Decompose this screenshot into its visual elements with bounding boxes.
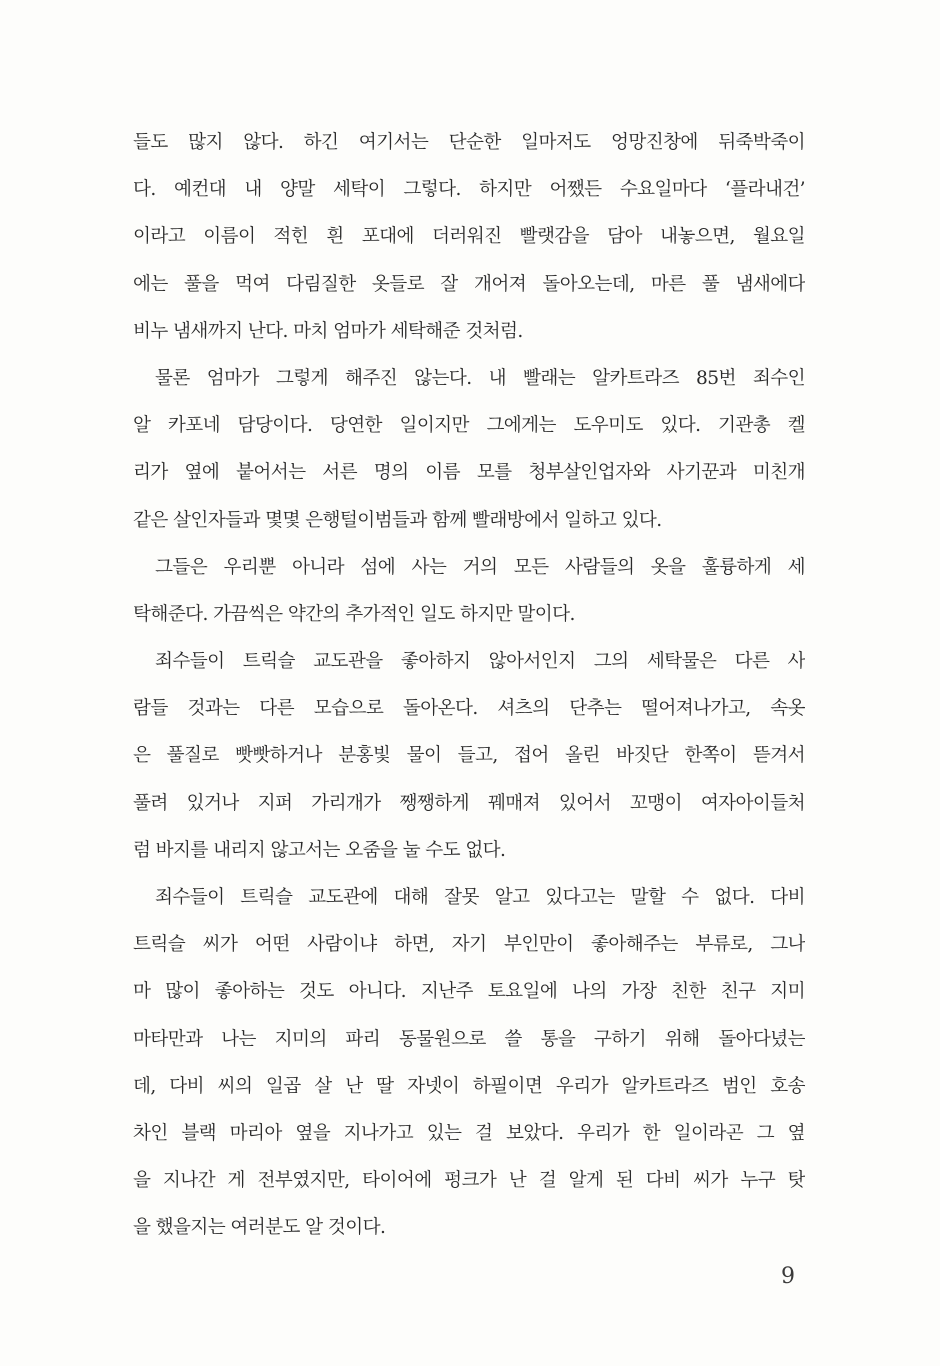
text-line: 풀려 있거나 지퍼 가리개가 쨍쨍하게 꿰매져 있어서 꼬맹이 여자아이들처 (133, 792, 805, 814)
text-line: 비누 냄새까지 난다. 마치 엄마가 세탁해준 것처럼. (133, 320, 523, 342)
text-line: 그들은 우리뿐 아니라 섬에 사는 거의 모든 사람들의 옷을 훌륭하게 세 (155, 556, 805, 578)
text-line: 이라고 이름이 적힌 흰 포대에 더러워진 빨랫감을 담아 내놓으면, 월요일 (133, 226, 805, 248)
page-number: 9 (781, 1264, 795, 1289)
text-line: 에는 풀을 먹여 다림질한 옷들로 잘 개어져 돌아오는데, 마른 풀 냄새에다 (133, 273, 805, 295)
text-line: 죄수들이 트릭슬 교도관을 좋아하지 않아서인지 그의 세탁물은 다른 사 (155, 651, 805, 673)
text-line: 같은 살인자들과 몇몇 은행털이범들과 함께 빨래방에서 일하고 있다. (133, 509, 662, 531)
text-line: 을 지나간 게 전부였지만, 타이어에 펑크가 난 걸 알게 된 다비 씨가 누구 탓 (133, 1170, 805, 1192)
text-line: 알 카포네 담당이다. 당연한 일이지만 그에게는 도우미도 있다. 기관총 켈 (133, 415, 805, 437)
text-line: 물론 엄마가 그렇게 해주진 않는다. 내 빨래는 알카트라즈 85번 죄수인 (155, 367, 805, 389)
text-line: 마 많이 좋아하는 것도 아니다. 지난주 토요일에 나의 가장 친한 친구 지미 (133, 981, 805, 1003)
text-line: 죄수들이 트릭슬 교도관에 대해 잘못 알고 있다고는 말할 수 없다. 다비 (155, 887, 805, 908)
text-line: 트릭슬 씨가 어떤 사람이냐 하면, 자기 부인만이 좋아해주는 부류로, 그나 (133, 934, 805, 956)
text-line: 람들 것과는 다른 모습으로 돌아온다. 셔츠의 단추는 떨어져나가고, 속옷 (133, 698, 805, 720)
text-line: 탁해준다. 가끔씩은 약간의 추가적인 일도 하지만 말이다. (133, 603, 575, 625)
text-line: 마타만과 나는 지미의 파리 동물원으로 쓸 통을 구하기 위해 돌아다녔는 (133, 1028, 805, 1050)
body-text (133, 119, 805, 1252)
text-line: 럼 바지를 내리지 않고서는 오줌을 눌 수도 없다. (133, 839, 506, 861)
text-line: 차인 블랙 마리아 옆을 지나가고 있는 걸 보았다. 우리가 한 일이라곤 그 옆 (133, 1122, 805, 1144)
text-line: 을 했을지는 여러분도 알 것이다. (133, 1217, 386, 1239)
text-line: 다. 예컨대 내 양말 세탁이 그렇다. 하지만 어쨌든 수요일마다 ‘플라내건’ (133, 179, 805, 201)
text-line: 리가 옆에 붙어서는 서른 명의 이름 모를 청부살인업자와 사기꾼과 미친개 (133, 462, 805, 484)
text-line: 은 풀질로 빳빳하거나 분홍빛 물이 들고, 접어 올린 바짓단 한쪽이 뜯겨서 (133, 745, 805, 767)
text-line: 데, 다비 씨의 일곱 살 난 딸 자넷이 하필이면 우리가 알카트라즈 범인 호송 (133, 1075, 805, 1097)
text-line: 들도 많지 않다. 하긴 여기서는 단순한 일마저도 엉망진창에 뒤죽박죽이 (133, 132, 805, 153)
